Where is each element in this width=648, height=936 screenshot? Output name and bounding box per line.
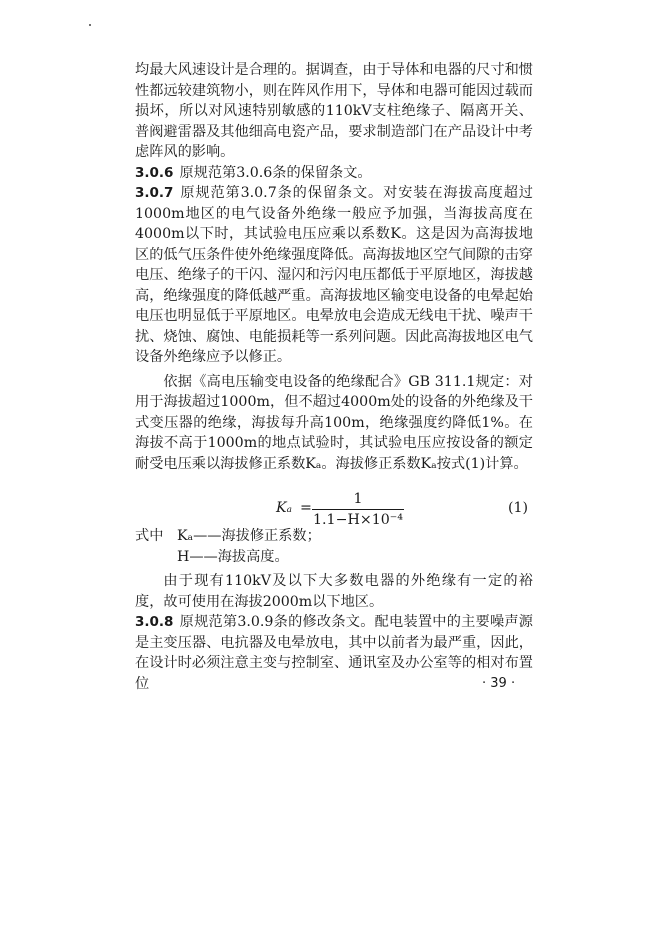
- clause-text: 原规范第3.0.6条的保留条文。: [179, 164, 372, 181]
- scan-speck: [89, 24, 91, 26]
- clause-3-0-7: [135, 183, 533, 368]
- formula-fraction: [312, 490, 404, 529]
- formula-numerator: 1: [353, 491, 363, 507]
- formula-lhs: Kₐ: [276, 500, 292, 516]
- where-line-2: H——海拔高度。: [177, 548, 289, 565]
- formula-denominator: 1.1−H×10⁻⁴: [313, 512, 403, 528]
- formula-equals: =: [300, 500, 312, 516]
- body-text-upper: [135, 60, 533, 474]
- formula-number: (1): [508, 500, 529, 516]
- clause-number: 3.0.6: [135, 164, 174, 181]
- fraction-bar: [312, 509, 404, 510]
- where-line-1: [135, 526, 533, 547]
- paragraph-altitude-correction: 依据《高电压输变电设备的绝缘配合》GB 311.1规定：对用于海拔超过1000m，但不超过4000m处的设备的外绝缘及干式变压器的绝缘，海拔每升高100m，绝缘强度约降低1%。在海拔不高于1000m的地点试验时，其试验电压应按设备的额定耐受电压乘以海拔修正系数Kₐ。海拔修正系数Kₐ按式(1)计算。: [135, 373, 533, 472]
- clause-3-0-8: [135, 612, 533, 694]
- where-ka: Kₐ——海拔修正系数；: [177, 528, 321, 544]
- body-text-lower: [135, 526, 533, 694]
- page-number: · 39 ·: [482, 676, 516, 691]
- paragraph-gust-wind: 均最大风速设计是合理的。据调查，由于导体和电器的尺寸和惯性都远较建筑物小，则在阵风作用下，导体和电器可能因过载而损坏，所以对风速特别敏感的110kV支柱绝缘子、隔离开关、普阀避雷器及其他细高电瓷产品，要求制造部门在产品设计中考虑阵风的影响。: [135, 62, 533, 160]
- clause-text: 原规范第3.0.7条的保留条文。对安装在海拔高度超过1000m地区的电气设备外绝缘一般应予加强，当海拔高度在4000m以下时，其试验电压应乘以系数K。这是因为高海拔地区的低气压条件使外绝缘强度降低。高海拔地区空气间隙的击穿电压、绝缘子的干闪、湿闪和污闪电压都低于平原地区，海拔越高，绝缘强度的降低越严重。高海拔地区输变电设备的电晕起始电压也明显低于平原地区。电晕放电会造成无线电干扰、噪声干扰、烧蚀、腐蚀、电能损耗等一系列问题。因此高海拔地区电气设备外绝缘应予以修正。: [135, 185, 533, 365]
- paragraph-margin: 由于现有110kV及以下大多数电器的外绝缘有一定的裕度，故可使用在海拔2000m以下地区。: [135, 573, 533, 610]
- clause-number: 3.0.7: [135, 185, 174, 201]
- where-lead: 式中: [135, 528, 164, 544]
- clause-number: 3.0.8: [135, 614, 174, 630]
- clause-3-0-6: [135, 163, 533, 184]
- clause-text: 原规范第3.0.9条的修改条文。配电装置中的主要噪声源是主变压器、电抗器及电晕放电，其中以前者为最严重，因此，在设计时必须注意主变与控制室、通讯室及办公室等的相对布置位: [135, 614, 533, 692]
